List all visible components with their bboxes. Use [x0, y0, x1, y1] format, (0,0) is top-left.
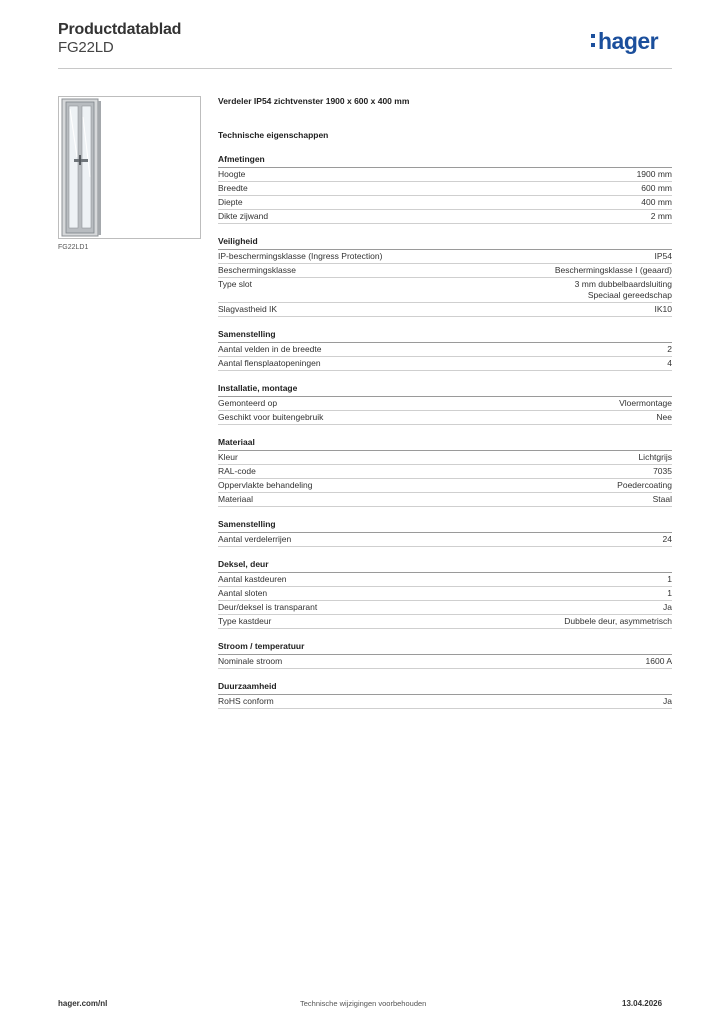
property-value: IK10: [654, 304, 672, 314]
property-value: 1900 mm: [636, 169, 672, 179]
logo-dots-icon: [591, 28, 596, 47]
property-row: [218, 411, 672, 425]
property-row: [218, 182, 672, 196]
group-title: Stroom / temperatuur: [218, 641, 672, 655]
property-label: Aantal velden in de breedte: [218, 344, 322, 354]
product-description: Verdeler IP54 zichtvenster 1900 x 600 x 400 mm: [218, 96, 410, 106]
property-row: [218, 615, 672, 629]
property-value: Lichtgrijs: [638, 452, 672, 462]
group-title: Installatie, montage: [218, 383, 672, 397]
property-row: [218, 573, 672, 587]
property-group: [218, 519, 672, 547]
property-label: RAL-code: [218, 466, 256, 476]
property-row: [218, 343, 672, 357]
hager-logo: [591, 28, 658, 55]
property-row: [218, 493, 672, 507]
property-value: 400 mm: [641, 197, 672, 207]
footer-website: hager.com/nl: [58, 999, 108, 1008]
property-label: Nominale stroom: [218, 656, 283, 666]
property-row: [218, 210, 672, 224]
property-value: 1600 A: [645, 656, 672, 666]
group-title: Veiligheid: [218, 236, 672, 250]
property-row: [218, 196, 672, 210]
property-row: [218, 479, 672, 493]
property-label: Beschermingsklasse: [218, 265, 296, 275]
property-row: [218, 533, 672, 547]
property-value: Ja: [663, 602, 672, 612]
property-group: [218, 236, 672, 317]
property-row: [218, 250, 672, 264]
technical-properties-heading: Technische eigenschappen: [218, 130, 329, 140]
property-value: 7035: [653, 466, 672, 476]
property-label: Deur/deksel is transparant: [218, 602, 318, 612]
property-row: [218, 655, 672, 669]
property-label: Hoogte: [218, 169, 246, 179]
property-label: Dikte zijwand: [218, 211, 269, 221]
logo-text: hager: [598, 28, 659, 54]
property-label: Materiaal: [218, 494, 253, 504]
property-value: IP54: [654, 251, 672, 261]
property-value: 1: [667, 588, 672, 598]
group-title: Samenstelling: [218, 329, 672, 343]
image-caption: FG22LD1: [58, 244, 89, 251]
property-label: RoHS conform: [218, 696, 274, 706]
property-value: 3 mm dubbelbaardsluiting Speciaal gereedschap: [574, 279, 672, 300]
property-group: [218, 383, 672, 425]
product-code: FG22LD: [58, 39, 114, 56]
property-row: [218, 357, 672, 371]
property-row: [218, 465, 672, 479]
property-label: Oppervlakte behandeling: [218, 480, 313, 490]
property-row: [218, 397, 672, 411]
property-group: [218, 154, 672, 224]
property-label: Gemonteerd op: [218, 398, 278, 408]
property-value: 1: [667, 574, 672, 584]
property-row: [218, 264, 672, 278]
property-label: Aantal sloten: [218, 588, 268, 598]
property-row: [218, 451, 672, 465]
group-title: Materiaal: [218, 437, 672, 451]
property-group: [218, 329, 672, 371]
property-group: [218, 559, 672, 629]
property-label: Aantal flensplaatopeningen: [218, 358, 321, 368]
property-label: Diepte: [218, 197, 243, 207]
group-title: Duurzaamheid: [218, 681, 672, 695]
property-value: Dubbele deur, asymmetrisch: [564, 616, 672, 626]
property-label: Breedte: [218, 183, 248, 193]
group-title: Afmetingen: [218, 154, 672, 168]
enclosure-illustration: [59, 97, 200, 238]
property-groups: [218, 154, 672, 709]
property-value: Ja: [663, 696, 672, 706]
property-row: [218, 278, 672, 303]
property-row: [218, 303, 672, 317]
product-image: [58, 96, 201, 239]
page-title: Productdatablad: [58, 21, 182, 38]
footer-date: 13.04.2026: [622, 999, 663, 1008]
property-label: Geschikt voor buitengebruik: [218, 412, 324, 422]
group-title: Samenstelling: [218, 519, 672, 533]
property-value: 24: [662, 534, 672, 544]
property-label: Kleur: [218, 452, 238, 462]
property-value: 2 mm: [650, 211, 672, 221]
property-value: Staal: [652, 494, 672, 504]
property-label: Slagvastheid IK: [218, 304, 278, 314]
footer-notice: Technische wijzigingen voorbehouden: [300, 999, 427, 1008]
header-divider: [58, 68, 672, 69]
property-row: [218, 168, 672, 182]
property-value: 600 mm: [641, 183, 672, 193]
property-label: Aantal verdelerrijen: [218, 534, 292, 544]
property-group: [218, 641, 672, 669]
group-title: Deksel, deur: [218, 559, 672, 573]
property-value: Nee: [656, 412, 672, 422]
property-value: 2: [667, 344, 672, 354]
property-value: 4: [667, 358, 672, 368]
property-row: [218, 587, 672, 601]
property-row: [218, 601, 672, 615]
property-group: [218, 681, 672, 709]
property-value: Vloermontage: [619, 398, 672, 408]
property-label: IP-beschermingsklasse (Ingress Protection): [218, 251, 383, 261]
property-label: Aantal kastdeuren: [218, 574, 287, 584]
property-value: Poedercoating: [617, 480, 672, 490]
property-label: Type slot: [218, 279, 253, 289]
property-value: Beschermingsklasse I (geaard): [554, 265, 672, 275]
product-data-section: [218, 96, 672, 709]
property-row: [218, 695, 672, 709]
property-label: Type kastdeur: [218, 616, 272, 626]
property-group: [218, 437, 672, 507]
